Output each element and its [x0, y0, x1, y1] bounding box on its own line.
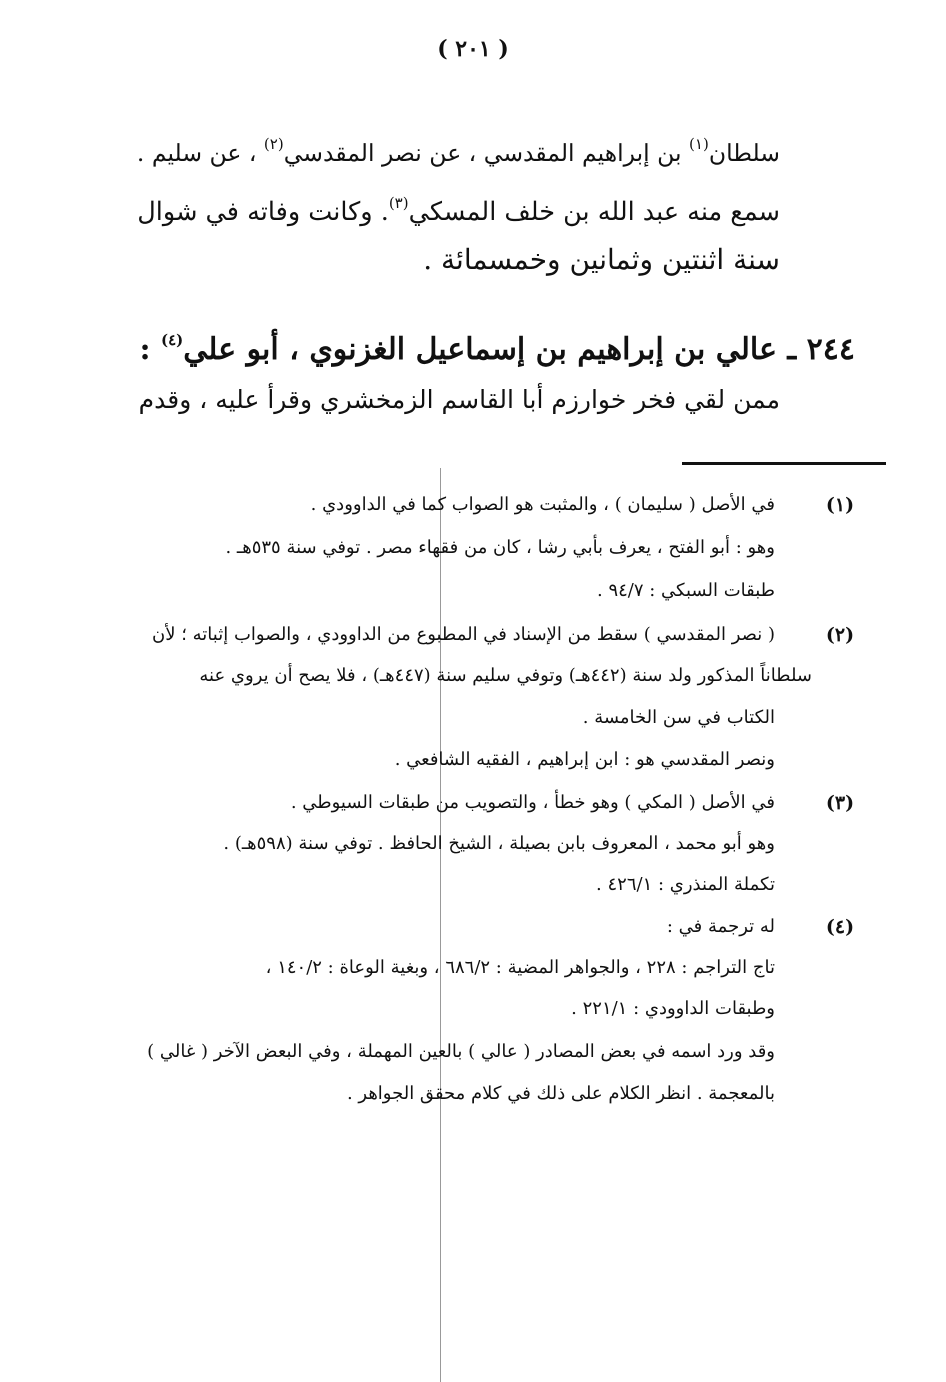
- footnote-separator: [682, 462, 886, 465]
- footnote-ref-1: (١): [689, 135, 709, 153]
- footnote-1-line-3: طبقات السبكي : ٩٤/٧ .: [597, 580, 775, 601]
- footnote-4-line-3: وطبقات الداوودي : ٢٢١/١ .: [571, 998, 775, 1019]
- body-line-1: سلطان$^{(١)}$ بن إبراهيم المقدسي ، عن نصر المقدسي$^{(٢)}$ ، عن سليم .: [136, 135, 780, 167]
- entry-text: ممن لقي فخر خوارزم أبا القاسم الزمخشري وقرأ عليه ، وقدم: [138, 385, 780, 414]
- footnote-2-line-3: الكتاب في سن الخامسة .: [582, 707, 775, 728]
- page-fold-line: [440, 468, 441, 1382]
- footnote-number-1: (١): [825, 494, 855, 516]
- footnote-2-line-4: ونصر المقدسي هو : ابن إبراهيم ، الفقيه الشافعي .: [394, 749, 775, 770]
- footnote-4-line-2: تاج التراجم : ٢٢٨ ، والجواهر المضية : ٦٨٦/٢ ، وبغية الوعاة : ١٤٠/٢ ،: [265, 957, 775, 978]
- footnote-ref-2: (٢): [263, 135, 284, 153]
- footnote-ref-3: (٣): [388, 194, 409, 212]
- entry-heading: ٢٤٤ ـ عالي بن إبراهيم بن إسماعيل الغزنوي ، أبو علي$^{(٤)}$ :: [139, 331, 855, 367]
- footnote-4-line-4: وقد ورد اسمه في بعض المصادر ( عالي ) بالعين المهملة ، وفي البعض الآخر ( غالي ): [147, 1041, 775, 1062]
- footnote-2-line-1: ( نصر المقدسي ) سقط من الإسناد في المطبوع من الداوودي ، والصواب إثباته ؛ لأن: [152, 624, 775, 645]
- footnote-ref-4: (٤): [161, 331, 184, 349]
- footnote-4-line-5: بالمعجمة . انظر الكلام على ذلك في كلام محقق الجواهر .: [346, 1083, 775, 1104]
- footnote-1-line-2: وهو : أبو الفتح ، يعرف بأبي رشا ، كان من فقهاء مصر . توفي سنة ٥٣٥هـ .: [225, 537, 775, 558]
- footnote-2-line-2: سلطاناً المذكور ولد سنة (٤٤٢هـ) وتوفي سليم سنة (٤٤٧هـ) ، فلا يصح أن يروي عنه: [199, 665, 812, 686]
- page-number: ( ٢٠١ ): [437, 36, 509, 62]
- body-line-2: سمع منه عبد الله بن خلف المسكي$^{(٣)}$. وكانت وفاته في شوال: [137, 194, 780, 227]
- footnote-1-line-1: في الأصل ( سليمان ) ، والمثبت هو الصواب كما في الداوودي .: [310, 494, 775, 515]
- footnote-number-2: (٢): [825, 624, 855, 646]
- body-line-3: سنة اثنتين وثمانين وخمسمائة .: [423, 243, 780, 276]
- footnote-number-4: (٤): [825, 916, 855, 938]
- footnote-number-3: (٣): [825, 792, 855, 814]
- footnote-3-line-3: تكملة المنذري : ٤٢٦/١ .: [596, 874, 775, 895]
- footnote-3-line-1: في الأصل ( المكي ) وهو خطأ ، والتصويب من طبقات السيوطي .: [290, 792, 775, 813]
- footnote-3-line-2: وهو أبو محمد ، المعروف بابن بصيلة ، الشيخ الحافظ . توفي سنة (٥٩٨هـ) .: [223, 833, 775, 854]
- footnote-4-line-1: له ترجمة في :: [666, 916, 775, 937]
